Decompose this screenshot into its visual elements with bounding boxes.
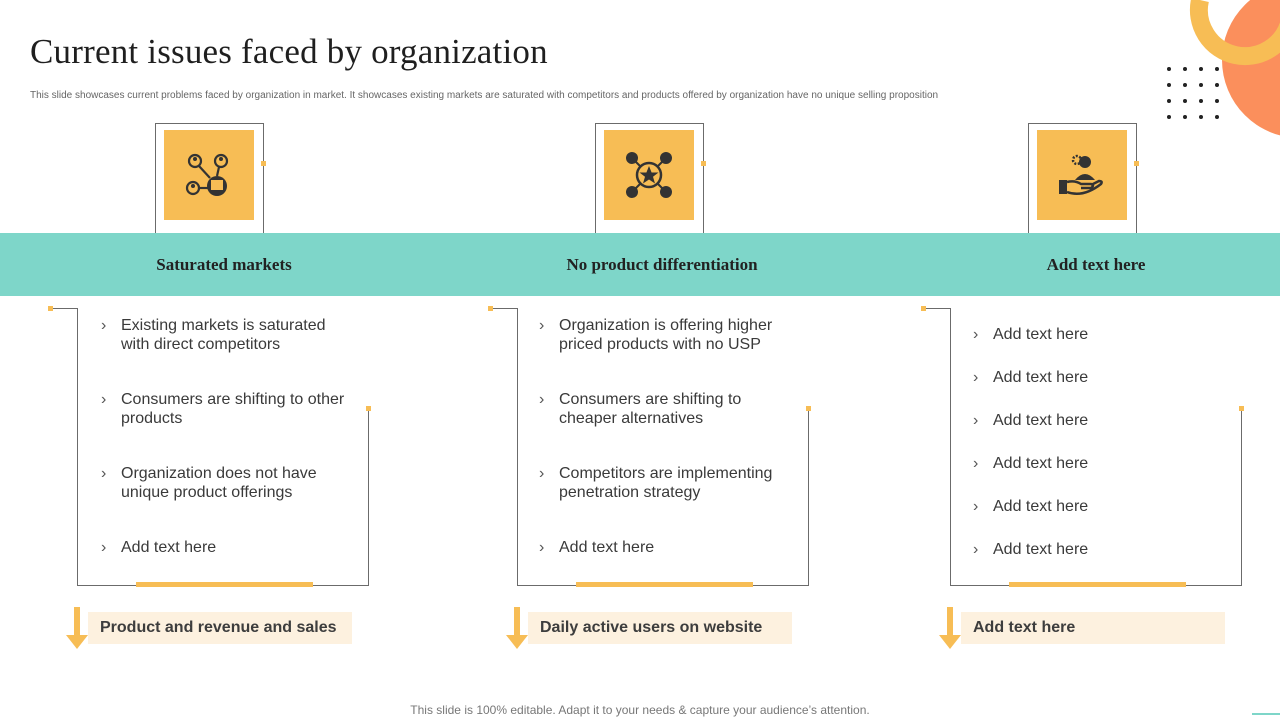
footer-note: This slide is 100% editable. Adapt it to your needs & capture your audience’s attention.: [410, 703, 870, 717]
list-item: › Consumers are shifting to other products: [101, 391, 345, 427]
list-item: › Existing markets is saturated with direct competitors: [101, 317, 326, 353]
icon-box-3: [1037, 130, 1127, 220]
page-subtitle: This slide showcases current problems faced by organization in market. It showcases existing markets are saturated with competitors and products offered by organization have no unique selling proposition: [30, 90, 939, 101]
list-item: › Add text here: [973, 412, 1089, 429]
connector-dot: [1239, 406, 1244, 411]
icon-box-1: [164, 130, 254, 220]
connector-dot: [48, 306, 53, 311]
corner-accent-line: [1252, 713, 1280, 715]
connector-dot: [1134, 161, 1139, 166]
card-right-line-1: [368, 410, 369, 585]
list-item: › Add text here: [973, 541, 1089, 558]
card-top-line: [52, 308, 77, 309]
list-item: › Add text here: [539, 539, 655, 556]
list-item: › Add text here: [101, 539, 217, 556]
down-arrow-icon: [939, 607, 961, 649]
card-top-line: [492, 308, 517, 309]
list-item: › Add text here: [973, 498, 1089, 515]
card-accent-bar: [1009, 582, 1186, 587]
list-item: › Competitors are implementing penetration strategy: [539, 465, 773, 501]
card-accent-bar: [576, 582, 753, 587]
connector-dot: [701, 161, 706, 166]
list-item: › Organization does not have unique product offerings: [101, 465, 317, 501]
card-right-line-3: [1241, 410, 1242, 585]
connector-dot: [366, 406, 371, 411]
column-heading-3: Add text here: [1046, 255, 1146, 274]
metric-box-3: Add text here: [961, 612, 1225, 644]
down-arrow-icon: [506, 607, 528, 649]
card-top-line: [925, 308, 950, 309]
points-list-2: [539, 316, 789, 557]
column-heading-1: Saturated markets: [156, 255, 292, 274]
icon-box-2: [604, 130, 694, 220]
network-people-store-icon: [184, 150, 234, 200]
list-item: › Consumers are shifting to cheaper alternatives: [539, 391, 742, 427]
card-right-line-2: [808, 410, 809, 585]
metric-box-2: Daily active users on website: [528, 612, 792, 644]
connector-dot: [488, 306, 493, 311]
column-heading-2: No product differentiation: [566, 255, 758, 274]
connector-dot: [806, 406, 811, 411]
list-item: › Add text here: [973, 455, 1089, 472]
page-title: Current issues faced by organization: [30, 32, 548, 71]
points-list-3: [973, 325, 1223, 559]
down-arrow-icon: [66, 607, 88, 649]
connector-dot: [261, 161, 266, 166]
connector-dot: [921, 306, 926, 311]
list-item: › Add text here: [973, 326, 1089, 343]
points-list-1: [101, 316, 351, 557]
list-item: › Add text here: [973, 369, 1089, 386]
star-network-icon: [624, 150, 674, 200]
metric-box-1: Product and revenue and sales: [88, 612, 352, 644]
card-accent-bar: [136, 582, 313, 587]
hand-person-gear-icon: [1057, 150, 1107, 200]
list-item: › Organization is offering higher priced products with no USP: [539, 317, 773, 353]
